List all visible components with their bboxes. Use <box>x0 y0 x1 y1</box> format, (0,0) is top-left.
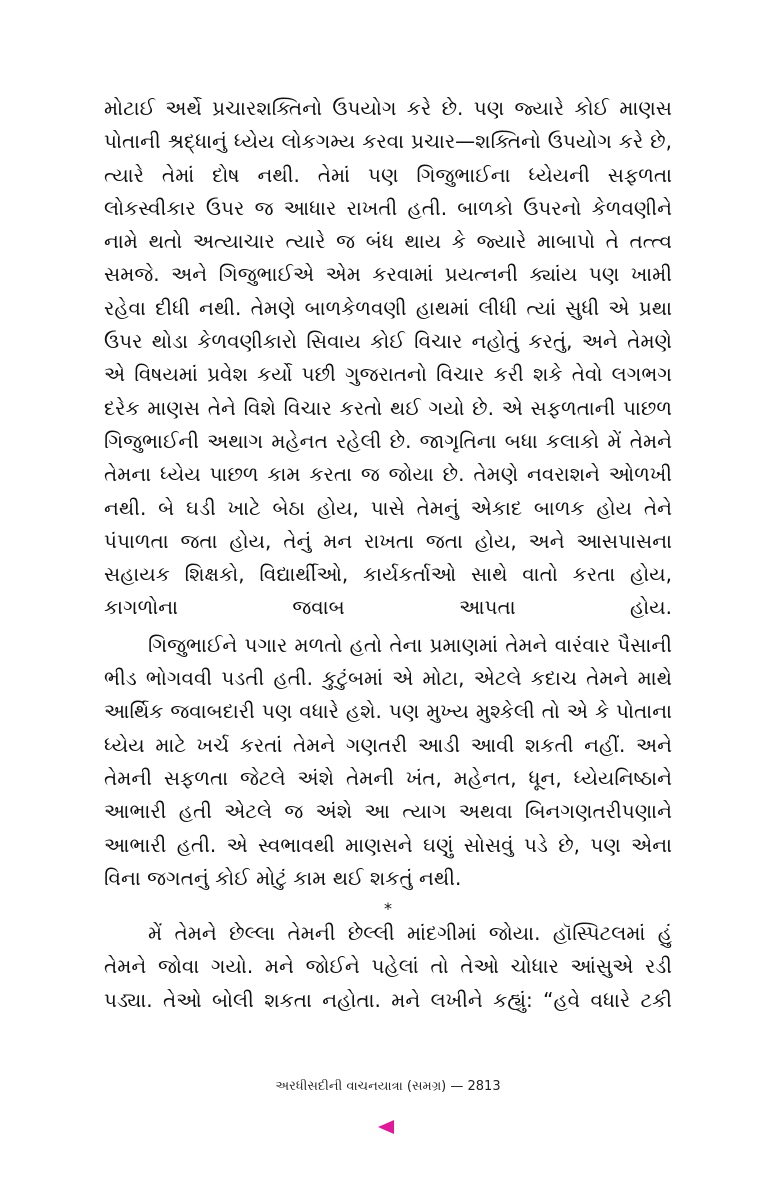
paragraph-3: મેં તેમને છેલ્લા તેમની છેલ્લી માંદગીમાં જોયા. હૉસ્પિટલમાં હું તેમને જોવા ગયો. મને જોઈને પહેલાં તો તેઓ ચોધાર આંસુએ રડી પડ્યા. તેઓ બોલી શકતા નહોતા. મને લખીને કહ્યું: “હવે વધારે ટકી <box>104 921 672 1012</box>
previous-page-icon[interactable] <box>378 1120 394 1134</box>
page-footer: અરધીસદીની વાચનયાત્રા (સમગ્ર) — 2813 <box>275 1079 501 1094</box>
paragraph-2: ગિજુભાઈને પગાર મળતો હતો તેના પ્રમાણમાં તેમને વારંવાર પૈસાની ભીડ ભોગવવી પડતી હતી. કુટુંબમાં એ મોટા, એટલે કદાચ તેમને માથે આર્થિક જવાબદારી પણ વધારે હશે. પણ મુખ્ય મુશ્કેલી તો એ કે પોતાના ધ્યેય માટે ખર્ચ કરતાં તેમને ગણતરી આડી આવી શકતી નહીં. અને તેમની સફળતા જેટલે અંશે તેમની ખંત, મહેનત, ધૂન, ધ્યેયનિષ્ઠાને આભારી હતી એટલે જ અંશે આ ત્યાગ અથવા બિનગણતરીપણાને આભારી હતી. એ સ્વભાવથી માણસને ઘણું સોસવું પડે છે, પણ એના વિના જગતનું કોઈ મોટું કામ થઈ શકતું નથી. <box>104 632 672 890</box>
paragraph-1: મોટાઈ અર્થે પ્રચારશક્તિનો ઉપયોગ કરે છે. પણ જ્યારે કોઈ માણસ પોતાની શ્રદ્ધાનું ધ્યેય લોકગમ્ય કરવા પ્રચાર—શક્તિનો ઉપયોગ કરે છે, ત્યારે તેમાં દોષ નથી. તેમાં પણ ગિજુભાઈના ધ્યેયની સફળતા લોકસ્વીકાર ઉપર જ આધાર રાખતી હતી. બાળકો ઉપરનો કેળવણીને નામે થતો અત્યાચાર ત્યારે જ બંધ થાય કે જ્યારે માબાપો તે તત્ત્વ સમજે. અને ગિજુભાઈએ એમ કરવામાં પ્રયત્નની ક્યાંય પણ ખામી રહેવા દીધી નથી. તેમણે બાળકેળવણી હાથમાં લીધી ત્યાં સુધી એ પ્રથા ઉપર થોડા કેળવણીકારો સિવાય કોઈ વિચાર નહોતું કરતું, અને તેમણે એ વિષયમાં પ્રવેશ કર્યો પછી ગુજરાતનો વિચાર કરી શકે તેવો લગભગ દરેક માણસ તેને વિશે વિચાર કરતો થઈ ગયો છે. એ સફળતાની પાછળ ગિજુભાઈની અથાગ મહેનત રહેલી છે. જાગૃતિના બધા કલાકો મેં તેમને તેમના ધ્યેય પાછળ કામ કરતા જ જોયા છે. તેમણે નવરાશને ઓળખી નથી. બે ઘડી ખાટે બેઠા હોય, પાસે તેમનું એકાદ બાળક હોય તેને પંપાળતા જતા હોય, તેનું મન રાખતા જતા હોય, અને આસપાસના સહાયક શિક્ષકો, વિદ્યાર્થીઓ, કાર્યકર્તાઓ સાથે વાતો કરતા હોય, કાગળોના જવાબ આપતા હોય. <box>104 96 672 620</box>
page-body <box>104 92 672 1017</box>
section-separator: * <box>384 899 392 919</box>
